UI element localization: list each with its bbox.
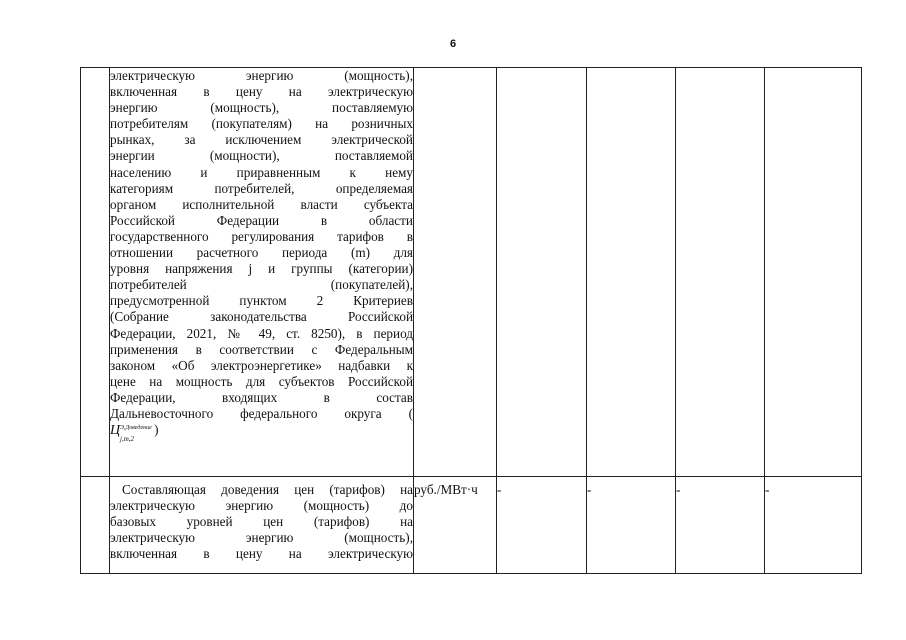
unit-cell: руб./МВт·ч [414, 477, 497, 574]
text-line: применения в соответствии с Федеральным [110, 341, 413, 357]
formula-superscript: Э,Доведение [120, 425, 152, 432]
text-line: рынках, за исключением электрической [110, 132, 413, 148]
text-line: категориям потребителей, определяемая [110, 180, 413, 196]
description-cell [110, 477, 414, 574]
formula-base: Ц [110, 423, 121, 439]
value-cell [587, 68, 676, 477]
text-line: Дальневосточного федерального округа ( [110, 405, 413, 421]
text-line: цене на мощность для субъектов Российской [110, 373, 413, 389]
value-cell: - [765, 477, 862, 574]
formula-line [110, 422, 413, 442]
number-cell [81, 477, 110, 574]
text-line: электрическую энергию (мощность), [110, 530, 413, 546]
page-number: 6 [449, 38, 457, 50]
text-line: законом «Об электроэнергетике» надбавки к [110, 357, 413, 373]
table-row [81, 477, 862, 574]
text-line: уровня напряжения j и группы (категории) [110, 261, 413, 277]
value-cell: - [587, 477, 676, 574]
formula-subscript: j,m,2 [120, 435, 134, 444]
text-line: энергии (мощности), поставляемой [110, 148, 413, 164]
value-cell [765, 68, 862, 477]
table-row [81, 68, 862, 477]
tariff-table [80, 67, 862, 574]
text-line: предусмотренной пунктом 2 Критериев [110, 293, 413, 309]
formula-close: ) [154, 422, 159, 438]
text-line: Составляющая доведения цен (тарифов) на [122, 482, 413, 497]
text-line: электрическую энергию (мощность), [110, 68, 413, 83]
text-line: включенная в цену на электрическую [110, 84, 413, 100]
formula [110, 422, 154, 444]
unit-cell [414, 68, 497, 477]
text-line: потребителей (покупателей), [110, 277, 413, 293]
text-line: органом исполнительной власти субъекта [110, 196, 413, 212]
value-cell [676, 68, 765, 477]
text-line: государственного регулирования тарифов в [110, 228, 413, 244]
number-cell [81, 68, 110, 477]
description-cell [110, 68, 414, 477]
text-line: населению и приравненным к нему [110, 164, 413, 180]
value-cell [497, 68, 587, 477]
text-line: электрическую энергию (мощность) до [110, 498, 413, 514]
text-line: отношении расчетного периода (m) для [110, 245, 413, 261]
value-cell: - [676, 477, 765, 574]
value-cell: - [497, 477, 587, 574]
text-line: базовых уровней цен (тарифов) на [110, 514, 413, 530]
text-line: энергию (мощность), поставляемую [110, 100, 413, 116]
text-line: включенная в цену на электрическую [110, 546, 413, 562]
text-line: потребителям (покупателям) на розничных [110, 116, 413, 132]
text-line: Российской Федерации в области [110, 212, 413, 228]
text-line: Федерации, 2021, № 49, ст. 8250), в период [110, 325, 413, 341]
text-line: Федерации, входящих в состав [110, 389, 413, 405]
text-line: (Собрание законодательства Российской [110, 309, 413, 325]
